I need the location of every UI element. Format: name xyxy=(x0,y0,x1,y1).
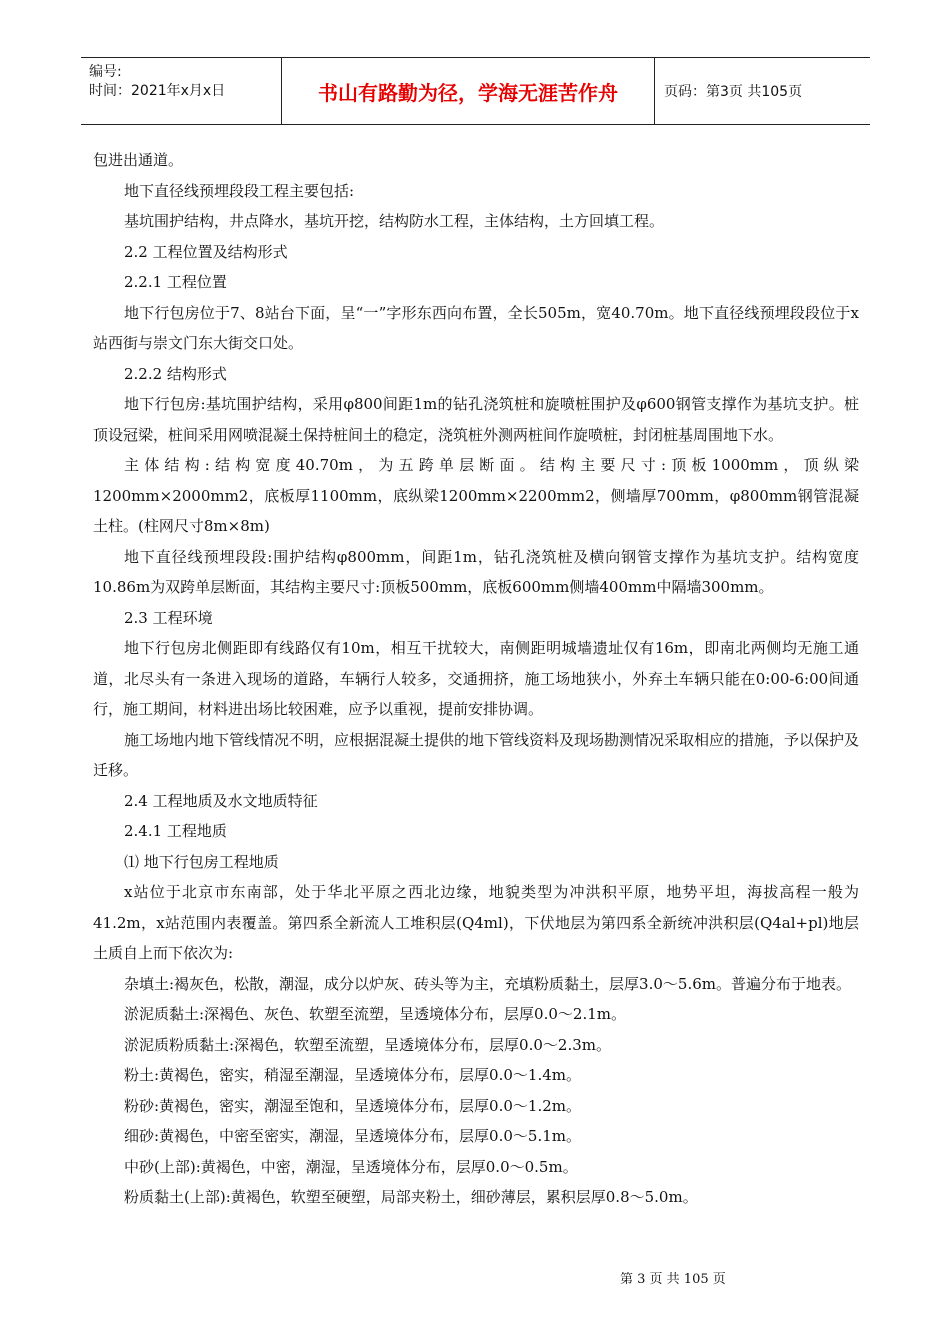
page-footer: 第 3 页 共 105 页 xyxy=(620,1272,726,1287)
paragraph: 地下行包房:基坑围护结构，采用φ800间距1m的钻孔浇筑桩和旋喷桩围护及φ600钢管支撑作为基坑支护。桩顶设冠梁，桩间采用网喷混凝土保持桩间土的稳定，浇筑桩外测两桩间作旋喷桩，封闭桩基周围地下水。 xyxy=(93,395,859,444)
paragraph: 淤泥质黏土:深褐色、灰色、软塑至流塑，呈透境体分布，层厚0.0～2.1m。 xyxy=(124,1005,626,1023)
paragraph: 主体结构:结构宽度40.70m，为五跨单层断面。结构主要尺寸:顶板1000mm，顶纵梁1200mm×2000mm2，底板厚1100mm，底纵梁1200mm×2200mm2，侧墙厚700mm，φ800mm钢管混凝土柱。(柱网尺寸8m×8m) xyxy=(93,456,859,535)
paragraph: x站位于北京市东南部，处于华北平原之西北边缘，地貌类型为冲洪积平原，地势平坦，海拔高程一般为41.2m，x站范围内表覆盖。第四系全新流人工堆积层(Q4ml)，下伏地层为第四系全新统冲洪积层(Q4al+pl)地层土质自上而下依次为: xyxy=(93,883,859,962)
section-heading: 2.2 工程位置及结构形式 xyxy=(124,242,288,261)
section-heading: ⑴ 地下行包房工程地质 xyxy=(124,852,279,871)
paragraph: 粉土:黄褐色，密实，稍湿至潮湿，呈透境体分布，层厚0.0～1.4m。 xyxy=(124,1066,581,1084)
section-heading: 2.2.1 工程位置 xyxy=(124,273,227,291)
paragraph: 地下行包房位于7、8站台下面，呈“一”字形东西向布置，全长505m，宽40.70m。地下直径线预埋段段位于x站西街与崇文门东大街交口处。 xyxy=(93,303,859,352)
paragraph: 包进出通道。 xyxy=(93,151,184,169)
section-heading: 2.4 工程地质及水文地质特征 xyxy=(124,791,318,810)
header-motto: 书山有路勤为径，学海无涯苦作舟 xyxy=(281,58,655,124)
section-heading: 2.4.1 工程地质 xyxy=(124,822,227,840)
paragraph: 粉砂:黄褐色，密实，潮湿至饱和，呈透境体分布，层厚0.0～1.2m。 xyxy=(124,1096,581,1115)
paragraph: 淤泥质粉质黏土:深褐色，软塑至流塑，呈透境体分布，层厚0.0～2.3m。 xyxy=(124,1035,611,1054)
paragraph: 施工场地内地下管线情况不明，应根据混凝土提供的地下管线资料及现场勘测情况采取相应的措施，予以保护及迁移。 xyxy=(93,730,860,779)
paragraph: 中砂(上部):黄褐色，中密，潮湿，呈透境体分布，层厚0.0～0.5m。 xyxy=(124,1157,578,1176)
paragraph: 地下直径线预埋段段:围护结构φ800mm，间距1m，钻孔浇筑桩及横向钢管支撑作为基坑支护。结构宽度10.86m为双跨单层断面，其结构主要尺寸:顶板500mm，底板600mm侧墙400mm中隔墙300mm。 xyxy=(93,547,859,596)
section-heading: 2.3 工程环境 xyxy=(124,608,213,627)
document-body xyxy=(93,145,859,1213)
page-header xyxy=(81,57,870,125)
paragraph: 杂填土:褐灰色，松散，潮湿，成分以炉灰、砖头等为主，充填粉质黏土，层厚3.0～5.6m。普遍分布于地表。 xyxy=(124,974,851,993)
document-number-label: 编号: xyxy=(89,64,122,80)
paragraph: 粉质黏土(上部):黄褐色，软塑至硬塑，局部夹粉土，细砂薄层，累积层厚0.8～5.0m。 xyxy=(124,1188,698,1206)
paragraph: 基坑围护结构，井点降水，基坑开挖，结构防水工程，主体结构，土方回填工程。 xyxy=(124,212,665,230)
paragraph: 细砂:黄褐色，中密至密实，潮湿，呈透境体分布，层厚0.0～5.1m。 xyxy=(124,1127,581,1145)
header-page-number: 页码：第3页 共105页 xyxy=(664,84,803,100)
section-heading: 2.2.2 结构形式 xyxy=(124,364,227,383)
paragraph: 地下直径线预埋段段工程主要包括: xyxy=(124,181,355,200)
paragraph: 地下行包房北侧距即有线路仅有10m，相互干扰较大，南侧距明城墙遗址仅有16m，即南北两侧均无施工通道，北尽头有一条进入现场的道路，车辆行人较多，交通拥挤，施工场地狭小，外弃土车辆只能在0:00-6:00间通行，施工期间，材料进出场比较困难，应予以重视，提前安排协调。 xyxy=(93,639,859,718)
header-meta xyxy=(81,58,281,124)
document-date: 时间：2021年x月x日 xyxy=(89,83,226,99)
